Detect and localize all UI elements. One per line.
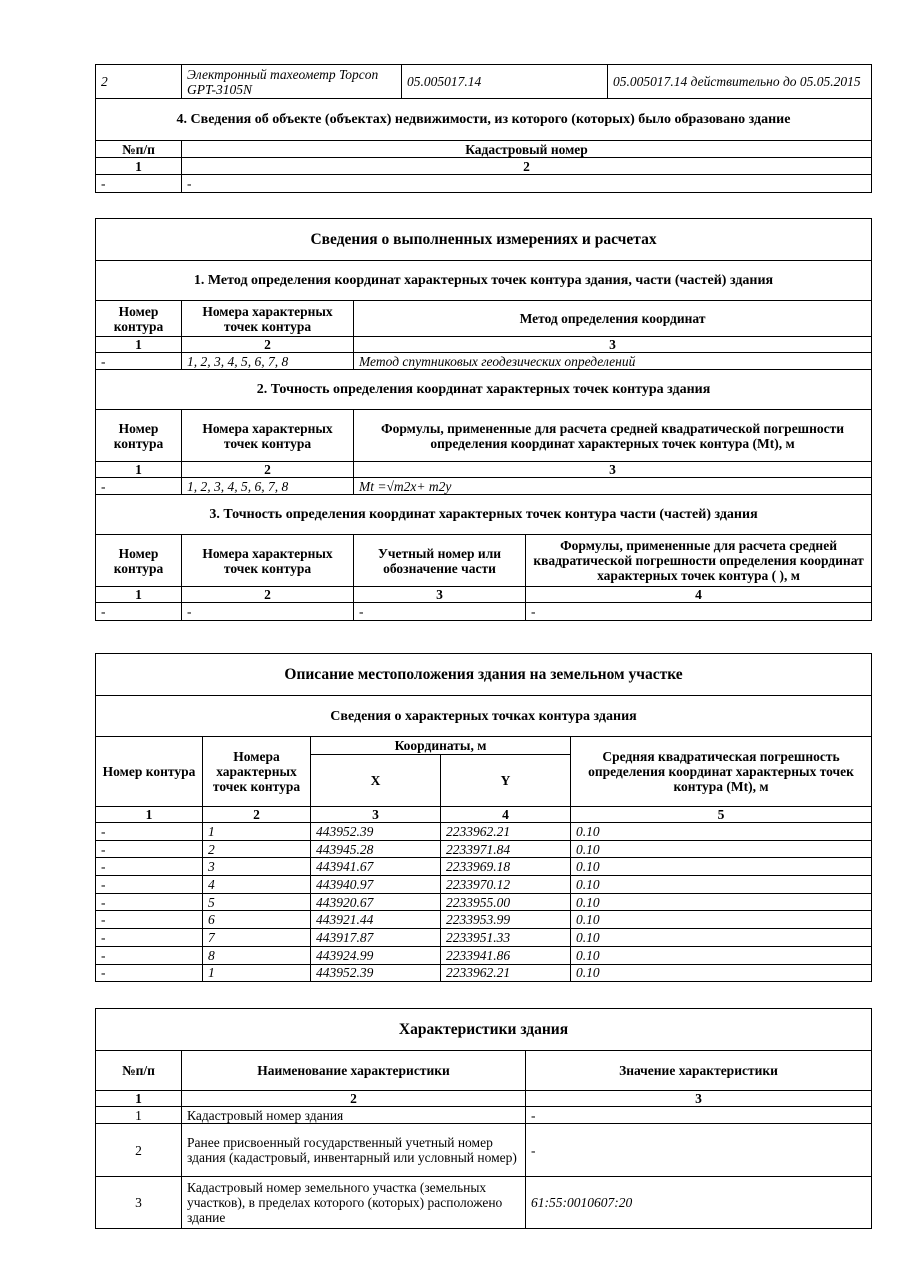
origin-n-1: 1 bbox=[96, 158, 182, 175]
loc-cell: 2233941.86 bbox=[441, 946, 571, 964]
part-accuracy-title: 3. Точность определения координат характерных точек контура части (частей) здания bbox=[96, 495, 872, 535]
origin-cell: - bbox=[96, 175, 182, 193]
chars-cell: 2 bbox=[96, 1124, 182, 1177]
measurements-table bbox=[95, 218, 872, 621]
table-row bbox=[96, 1177, 872, 1229]
method-n-3: 3 bbox=[354, 337, 872, 353]
loc-cell: 7 bbox=[203, 929, 311, 947]
chars-cell: 3 bbox=[96, 1177, 182, 1229]
method-h-contour: Номер контура bbox=[96, 301, 182, 337]
table-row bbox=[96, 840, 872, 858]
accuracy-h-contour: Номер контура bbox=[96, 410, 182, 462]
loc-h-y: Y bbox=[441, 755, 571, 807]
table-row bbox=[96, 946, 872, 964]
part-h-formula: Формулы, примененные для расчета средней квадратической погрешности определения координат характерных точек контура ( ), м bbox=[526, 535, 872, 587]
origin-title: 4. Сведения об объекте (объектах) недвижимости, из которого (которых) было образовано здание bbox=[96, 99, 872, 141]
table-row bbox=[96, 823, 872, 841]
loc-h-points: Номера характерных точек контура bbox=[203, 737, 311, 807]
method-cell: Метод спутниковых геодезических определений bbox=[354, 353, 872, 370]
location-subtitle: Сведения о характерных точках контура здания bbox=[96, 696, 872, 737]
method-cell: - bbox=[96, 353, 182, 370]
loc-cell: 0.10 bbox=[571, 858, 872, 876]
origin-cell: - bbox=[182, 175, 872, 193]
accuracy-title: 2. Точность определения координат характерных точек контура здания bbox=[96, 370, 872, 410]
part-n-2: 2 bbox=[182, 587, 354, 603]
part-cell: - bbox=[96, 603, 182, 621]
method-h-points: Номера характерных точек контура bbox=[182, 301, 354, 337]
part-h-part: Учетный номер или обозначение части bbox=[354, 535, 526, 587]
loc-h-mt: Средняя квадратическая погрешность определения координат характерных точек контура (Mt), м bbox=[571, 737, 872, 807]
loc-cell: - bbox=[96, 946, 203, 964]
table-row bbox=[96, 858, 872, 876]
part-cell: - bbox=[526, 603, 872, 621]
loc-cell: - bbox=[96, 876, 203, 894]
loc-h-coords: Координаты, м bbox=[311, 737, 571, 755]
part-cell: - bbox=[354, 603, 526, 621]
loc-h-contour: Номер контура bbox=[96, 737, 203, 807]
loc-cell: 0.10 bbox=[571, 840, 872, 858]
table-row bbox=[96, 911, 872, 929]
loc-cell: 4 bbox=[203, 876, 311, 894]
chars-n-2: 2 bbox=[182, 1091, 526, 1107]
loc-cell: 2233962.21 bbox=[441, 964, 571, 982]
chars-cell: 1 bbox=[96, 1107, 182, 1124]
part-n-3: 3 bbox=[354, 587, 526, 603]
chars-h-name: Наименование характеристики bbox=[182, 1051, 526, 1091]
loc-cell: 2233955.00 bbox=[441, 893, 571, 911]
table-row bbox=[96, 353, 872, 370]
accuracy-n-3: 3 bbox=[354, 462, 872, 478]
origin-h-cadastral: Кадастровый номер bbox=[182, 141, 872, 158]
loc-cell: 0.10 bbox=[571, 946, 872, 964]
loc-cell: 0.10 bbox=[571, 876, 872, 894]
location-table bbox=[95, 653, 872, 982]
loc-n-3: 3 bbox=[311, 807, 441, 823]
part-h-contour: Номер контура bbox=[96, 535, 182, 587]
accuracy-n-2: 2 bbox=[182, 462, 354, 478]
instrument-name: Электронный тахеометр Topcon GPT-3105N bbox=[182, 65, 402, 99]
accuracy-n-1: 1 bbox=[96, 462, 182, 478]
part-cell: - bbox=[182, 603, 354, 621]
characteristics-title: Характеристики здания bbox=[96, 1009, 872, 1051]
loc-cell: - bbox=[96, 911, 203, 929]
loc-cell: - bbox=[96, 840, 203, 858]
table-row bbox=[96, 1124, 872, 1177]
part-h-points: Номера характерных точек контура bbox=[182, 535, 354, 587]
loc-cell: - bbox=[96, 823, 203, 841]
method-n-2: 2 bbox=[182, 337, 354, 353]
chars-cell: Кадастровый номер здания bbox=[182, 1107, 526, 1124]
loc-cell: 443941.67 bbox=[311, 858, 441, 876]
loc-cell: - bbox=[96, 893, 203, 911]
loc-cell: 1 bbox=[203, 823, 311, 841]
table-row bbox=[96, 876, 872, 894]
loc-cell: 2233951.33 bbox=[441, 929, 571, 947]
loc-cell: 0.10 bbox=[571, 964, 872, 982]
loc-cell: 2233953.99 bbox=[441, 911, 571, 929]
method-h-method: Метод определения координат bbox=[354, 301, 872, 337]
loc-cell: 443920.67 bbox=[311, 893, 441, 911]
table-row bbox=[96, 1107, 872, 1124]
instrument-num: 2 bbox=[96, 65, 182, 99]
accuracy-cell: Mt =√m2x+ m2y bbox=[354, 478, 872, 495]
loc-cell: - bbox=[96, 858, 203, 876]
loc-cell: 1 bbox=[203, 964, 311, 982]
chars-cell: - bbox=[526, 1124, 872, 1177]
loc-cell: 443921.44 bbox=[311, 911, 441, 929]
accuracy-h-points: Номера характерных точек контура bbox=[182, 410, 354, 462]
loc-cell: 0.10 bbox=[571, 893, 872, 911]
instrument-row bbox=[96, 65, 872, 99]
loc-cell: 2233971.84 bbox=[441, 840, 571, 858]
table-row bbox=[96, 175, 872, 193]
method-title: 1. Метод определения координат характерных точек контура здания, части (частей) здания bbox=[96, 261, 872, 301]
chars-cell: Ранее присвоенный государственный учетный номер здания (кадастровый, инвентарный или условный номер) bbox=[182, 1124, 526, 1177]
location-title: Описание местоположения здания на земельном участке bbox=[96, 654, 872, 696]
loc-n-4: 4 bbox=[441, 807, 571, 823]
table-row bbox=[96, 964, 872, 982]
chars-cell: 61:55:0010607:20 bbox=[526, 1177, 872, 1229]
loc-cell: 2233962.21 bbox=[441, 823, 571, 841]
loc-cell: 6 bbox=[203, 911, 311, 929]
accuracy-cell: 1, 2, 3, 4, 5, 6, 7, 8 bbox=[182, 478, 354, 495]
loc-h-x: X bbox=[311, 755, 441, 807]
loc-n-2: 2 bbox=[203, 807, 311, 823]
chars-cell: Кадастровый номер земельного участка (земельных участков), в пределах которого (которых) расположено здание bbox=[182, 1177, 526, 1229]
loc-n-1: 1 bbox=[96, 807, 203, 823]
method-n-1: 1 bbox=[96, 337, 182, 353]
chars-h-num: №п/п bbox=[96, 1051, 182, 1091]
accuracy-cell: - bbox=[96, 478, 182, 495]
loc-cell: 443952.39 bbox=[311, 823, 441, 841]
loc-cell: - bbox=[96, 929, 203, 947]
instrument-cert: 05.005017.14 bbox=[402, 65, 608, 99]
loc-cell: 443952.39 bbox=[311, 964, 441, 982]
table-row bbox=[96, 893, 872, 911]
loc-cell: 5 bbox=[203, 893, 311, 911]
loc-n-5: 5 bbox=[571, 807, 872, 823]
loc-cell: 0.10 bbox=[571, 823, 872, 841]
loc-cell: 443917.87 bbox=[311, 929, 441, 947]
origin-n-2: 2 bbox=[182, 158, 872, 175]
table-row bbox=[96, 603, 872, 621]
method-cell: 1, 2, 3, 4, 5, 6, 7, 8 bbox=[182, 353, 354, 370]
loc-cell: 443940.97 bbox=[311, 876, 441, 894]
part-n-1: 1 bbox=[96, 587, 182, 603]
instrument-valid: 05.005017.14 действительно до 05.05.2015 bbox=[608, 65, 872, 99]
origin-h-num: №п/п bbox=[96, 141, 182, 158]
chars-n-3: 3 bbox=[526, 1091, 872, 1107]
chars-n-1: 1 bbox=[96, 1091, 182, 1107]
loc-cell: 3 bbox=[203, 858, 311, 876]
loc-cell: 443924.99 bbox=[311, 946, 441, 964]
loc-cell: 8 bbox=[203, 946, 311, 964]
loc-cell: 2233970.12 bbox=[441, 876, 571, 894]
chars-cell: - bbox=[526, 1107, 872, 1124]
origin-table bbox=[95, 64, 872, 193]
measurements-title: Сведения о выполненных измерениях и расчетах bbox=[96, 219, 872, 261]
part-n-4: 4 bbox=[526, 587, 872, 603]
loc-cell: 2 bbox=[203, 840, 311, 858]
loc-cell: 0.10 bbox=[571, 911, 872, 929]
loc-cell: 0.10 bbox=[571, 929, 872, 947]
loc-cell: - bbox=[96, 964, 203, 982]
chars-h-value: Значение характеристики bbox=[526, 1051, 872, 1091]
table-row bbox=[96, 478, 872, 495]
loc-cell: 443945.28 bbox=[311, 840, 441, 858]
loc-cell: 2233969.18 bbox=[441, 858, 571, 876]
accuracy-h-formula: Формулы, примененные для расчета средней квадратической погрешности определения координат характерных точек контура (Mt), м bbox=[354, 410, 872, 462]
characteristics-table bbox=[95, 1008, 872, 1229]
table-row bbox=[96, 929, 872, 947]
